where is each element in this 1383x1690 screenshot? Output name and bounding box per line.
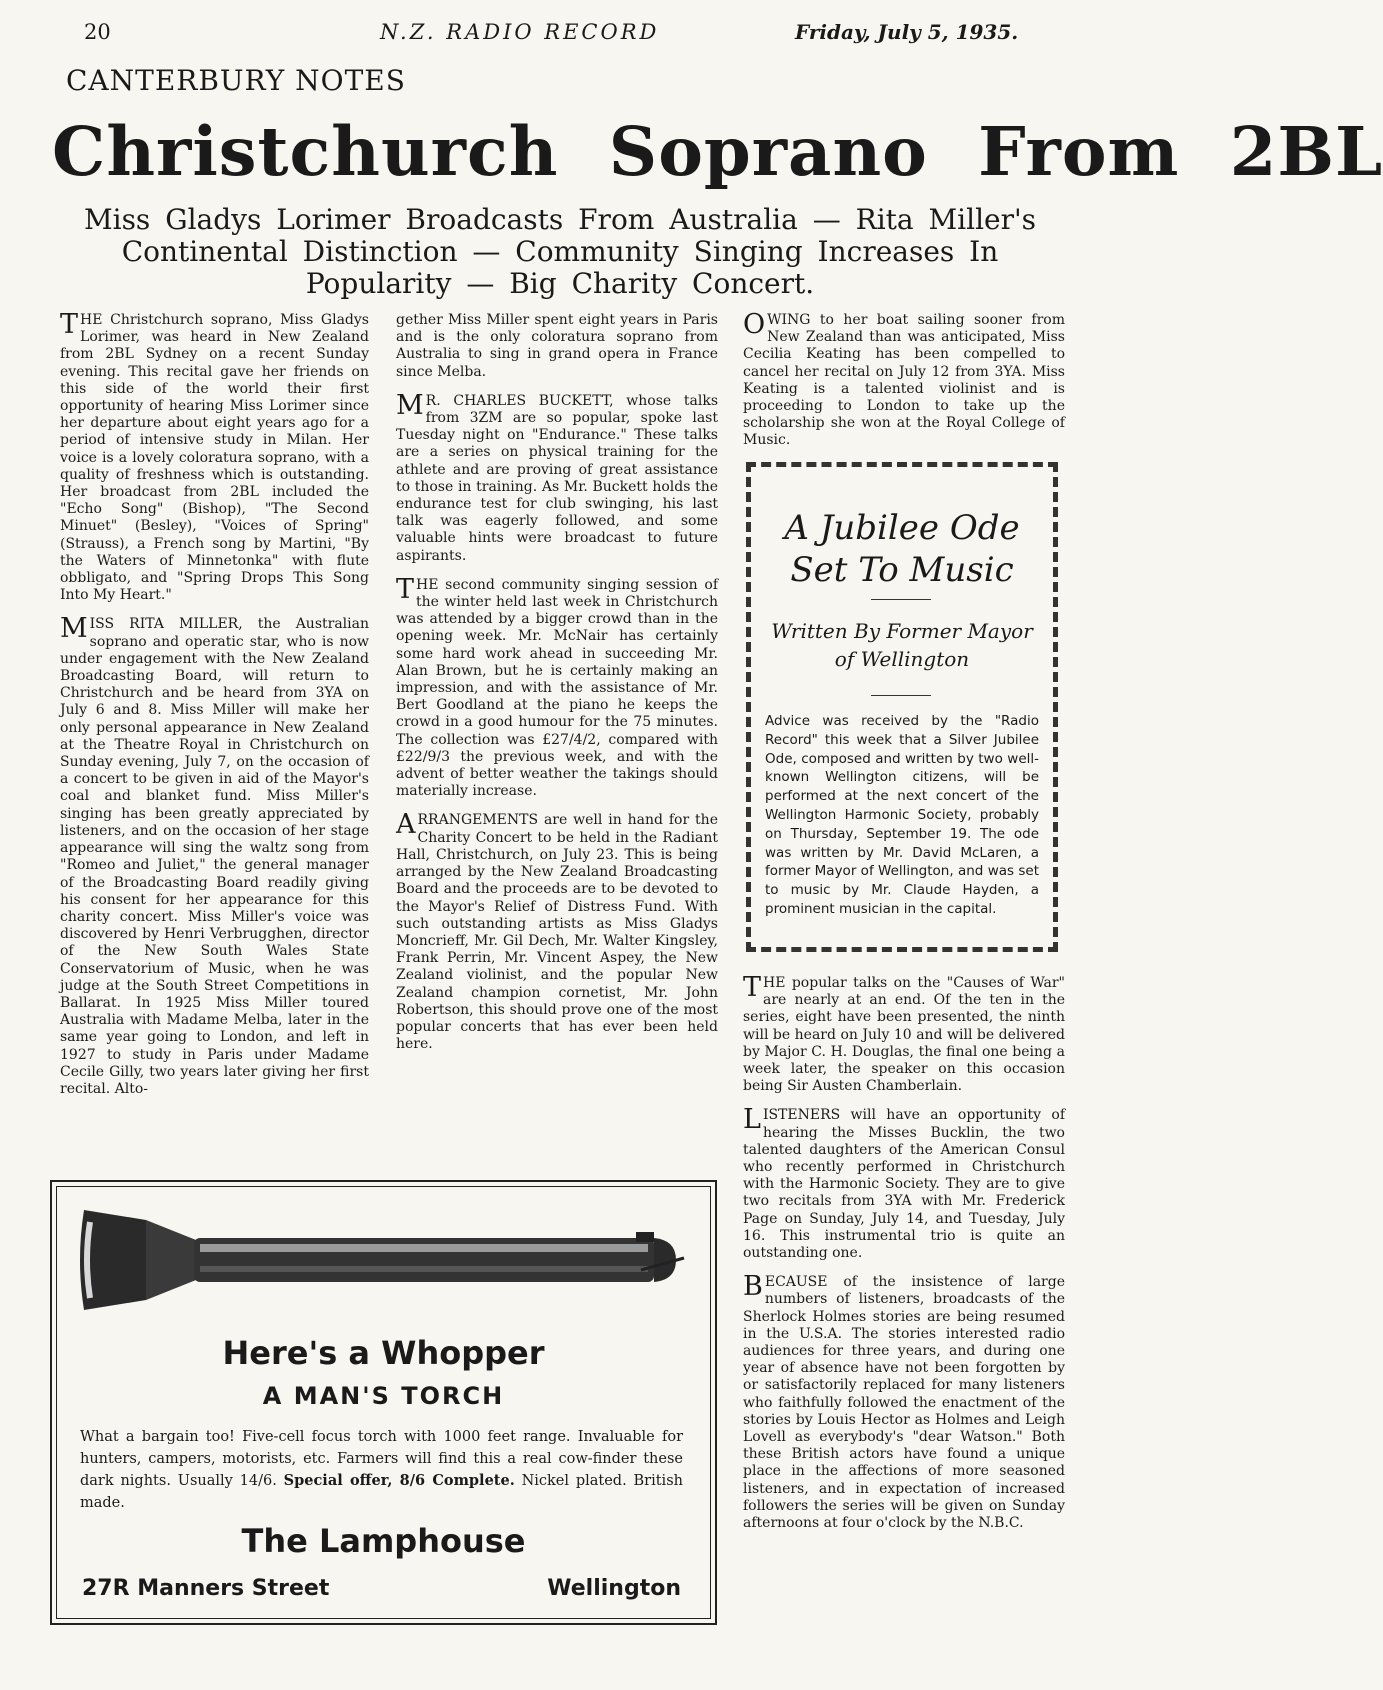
- ad-city: Wellington: [547, 1576, 681, 1601]
- divider: [871, 695, 931, 696]
- article-buckett: M R. CHARLES BUCKETT, whose talks from 3ZM are so popular, spoke last Tuesday night on "Endurance." These talks are a series on physical training for the athlete and are proving of great assistance to those in training. As Mr. Buckett holds the endurance test for club swinging, his last talk was eagerly followed, and some valuable hints were broadcast to future aspirants.: [396, 389, 718, 564]
- article-rita-miller-cont: gether Miss Miller spent eight years in Paris and is the only coloratura soprano from Australia to sing in grand opera in France since Melba.: [396, 312, 718, 380]
- article-sherlock-holmes: BECAUSE of the insistence of large numbers of listeners, broadcasts of the Sherlock Holmes stories are being resumed in the U.S.A. The stories interested radio audiences for three years, and during one year of absence have not been forgotten by or satisfactorily replaced for many listeners who faithfully followed the enactment of the stories by Louis Hector as Holmes and Leigh Lovell as everybody's "dear Watson." Both these British actors have found a unique place in the affections of more seasoned listeners, and in expectation of increased followers the series will be given on Sunday afternoons at four o'clock by the N.B.C.: [743, 1271, 1065, 1532]
- publication-name: N.Z. RADIO RECORD: [380, 20, 660, 44]
- page-title: Christchurch Soprano From 2BL: [52, 112, 1383, 191]
- ad-offer: Special offer, 8/6 Complete.: [283, 1472, 515, 1489]
- article-charity-concert: ARRANGEMENTS are well in hand for the Charity Concert to be held in the Radiant Hall, Christchurch, on July 23. This is being arranged by the New Zealand Broadcasting Board and the proceeds are to be devoted to the Mayor's Relief of Distress Fund. With such outstanding artists as Miss Gladys Moncrieff, Mr. Gil Dech, Mr. Walter Kingsley, Frank Perrin, Mr. Vincent Aspey, the New Zealand violinist, and the popular New Zealand champion cornetist, Mr. John Robertson, this should prove one of the most popular concerts that has ever been held here.: [396, 809, 718, 1053]
- ad-subheadline: A MAN'S TORCH: [262, 1382, 505, 1410]
- box-title: A Jubilee Ode Set To Music: [784, 508, 1020, 590]
- box-text: Advice was received by the "Radio Record" this week that a Silver Jubilee Ode, composed and written by two well-known Wellington citizens, will be performed at the next concert of the Wellington Harmonic Society, probably on Thursday, September 19. The ode was written by Mr. David McLaren, a former Mayor of Wellington, and was set to music by Mr. Claude Hayden, a prominent musician in the capital.: [765, 713, 1039, 917]
- column-1: [60, 309, 369, 1110]
- column-3-bottom: [743, 972, 1065, 1544]
- ad-street: 27R Manners Street: [82, 1576, 330, 1601]
- article-keating: OWING to her boat sailing sooner from New Zealand than was anticipated, Miss Cecilia Keating has been compelled to cancel her recital on July 12 from 3YA. Miss Keating is a talented violinist and is proceeding to London to take up the scholarship she won at the Royal College of Music.: [743, 309, 1065, 449]
- drop-cap: L: [743, 1104, 761, 1136]
- page-number: 20: [84, 20, 111, 44]
- ad-headline: Here's a Whopper: [222, 1334, 545, 1372]
- issue-date: Friday, July 5, 1935.: [795, 20, 1019, 44]
- ad-address: [82, 1576, 681, 1601]
- advertisement: [50, 1180, 717, 1625]
- article-lorimer: THE Christchurch soprano, Miss Gladys Lorimer, was heard in New Zealand from 2BL Sydney on a recent Sunday evening. This recital gave her friends on this side of the world their first opportunity of hearing Miss Lorimer since her departure about eight years ago for a period of intensive study in Milan. Her voice is a lovely coloratura soprano, with a quality of freshness which is outstanding. Her broadcast from 2BL included the "Echo Song" (Bishop), "The Second Minuet" (Besley), "Voices of Spring" (Strauss), a French song by Martini, "By the Waters of Minnetonka" with flute obbligato, and "Spring Drops This Song Into My Heart.": [60, 309, 369, 604]
- drop-cap: T: [743, 972, 762, 1003]
- drop-cap: T: [60, 309, 79, 340]
- drop-cap: M: [60, 613, 88, 645]
- ad-body: What a bargain too! Five-cell focus torch with 1000 feet range. Invaluable for hunters, campers, motorists, etc. Farmers will find this a real cow-finder these dark nights. Usually 14/6. Special offer, 8/6 Complete. Nickel plated. British made.: [80, 1429, 683, 1511]
- ad-shop-name: The Lamphouse: [241, 1522, 526, 1560]
- drop-cap: A: [396, 809, 416, 841]
- article-community-singing: THE second community singing session of the winter held last week in Christchurch was attended by a bigger crowd than in the opening week. Mr. McNair has certainly some hard work ahead in succeeding Mr. Alan Brown, but he is certainly making an impression, and with the assistance of Mr. Bert Goodland at the piano he keeps the crowd in a good humour for the 75 minutes. The collection was £27/4/2, compared with £22/9/3 the previous week, and with the advent of better weather the takings should materially increase.: [396, 573, 718, 800]
- article-bucklin: LISTENERS will have an opportunity of hearing the Misses Bucklin, the two talented daughters of the American Consul who recently performed in Christchurch with the Harmonic Society. They are to give two recitals from 3YA with Mr. Frederick Page on Sunday, July 14, and Tuesday, July 16. This instrumental trio is quite an outstanding one.: [743, 1104, 1065, 1262]
- column-2: [396, 312, 718, 1065]
- divider: [871, 599, 931, 600]
- drop-cap: O: [743, 309, 766, 340]
- article-rita-miller: MISS RITA MILLER, the Australian soprano and operatic star, who is now under engagement with the New Zealand Broadcasting Board, will return to Christchurch and be heard from 3YA on July 6 and 8. Miss Miller will make her only personal appearance in New Zealand at the Theatre Royal in Christchurch on Sunday evening, July 7, on the occasion of a concert to be given in aid of the Mayor's coal and blanket fund. Miss Miller's singing has been greatly appreciated by listeners, and on the occasion of her stage appearance will sing the waltz song from "Romeo and Juliet," the general manager of the Broadcasting Board readily giving his consent for her appearance for this charity concert. Miss Miller's voice was discovered by Henri Verbrugghen, director of the New South Wales State Conservatorium of Music, when he was judge at the South Street Competitions in Ballarat. In 1925 Miss Miller toured Australia with Madame Melba, later in the same year going to London, and left in 1927 to study in Paris under Madame Cecile Gilly, two years later giving her first recital. Alto-: [60, 613, 369, 1097]
- torch-icon: [76, 1200, 691, 1320]
- drop-cap: B: [743, 1271, 763, 1303]
- box-byline: Written By Former Mayor of Wellington: [771, 619, 1033, 671]
- column-3-top: [743, 309, 1065, 462]
- article-causes-of-war: THE popular talks on the "Causes of War" are nearly at an end. Of the ten in the series, eight have been presented, the ninth will be heard on July 10 and will be delivered by Major C. H. Douglas, the final one being a week later, the speaker on this occasion being Sir Austen Chamberlain.: [743, 972, 1065, 1095]
- drop-cap: M: [396, 389, 424, 421]
- section-label: CANTERBURY NOTES: [66, 64, 406, 97]
- drop-cap: T: [396, 573, 415, 605]
- subheadline: Miss Gladys Lorimer Broadcasts From Australia — Rita Miller's Continental Distinction — Community Singing Increases In Popularity — Big Charity Concert.: [83, 203, 1037, 300]
- jubilee-ode-box: [746, 462, 1058, 952]
